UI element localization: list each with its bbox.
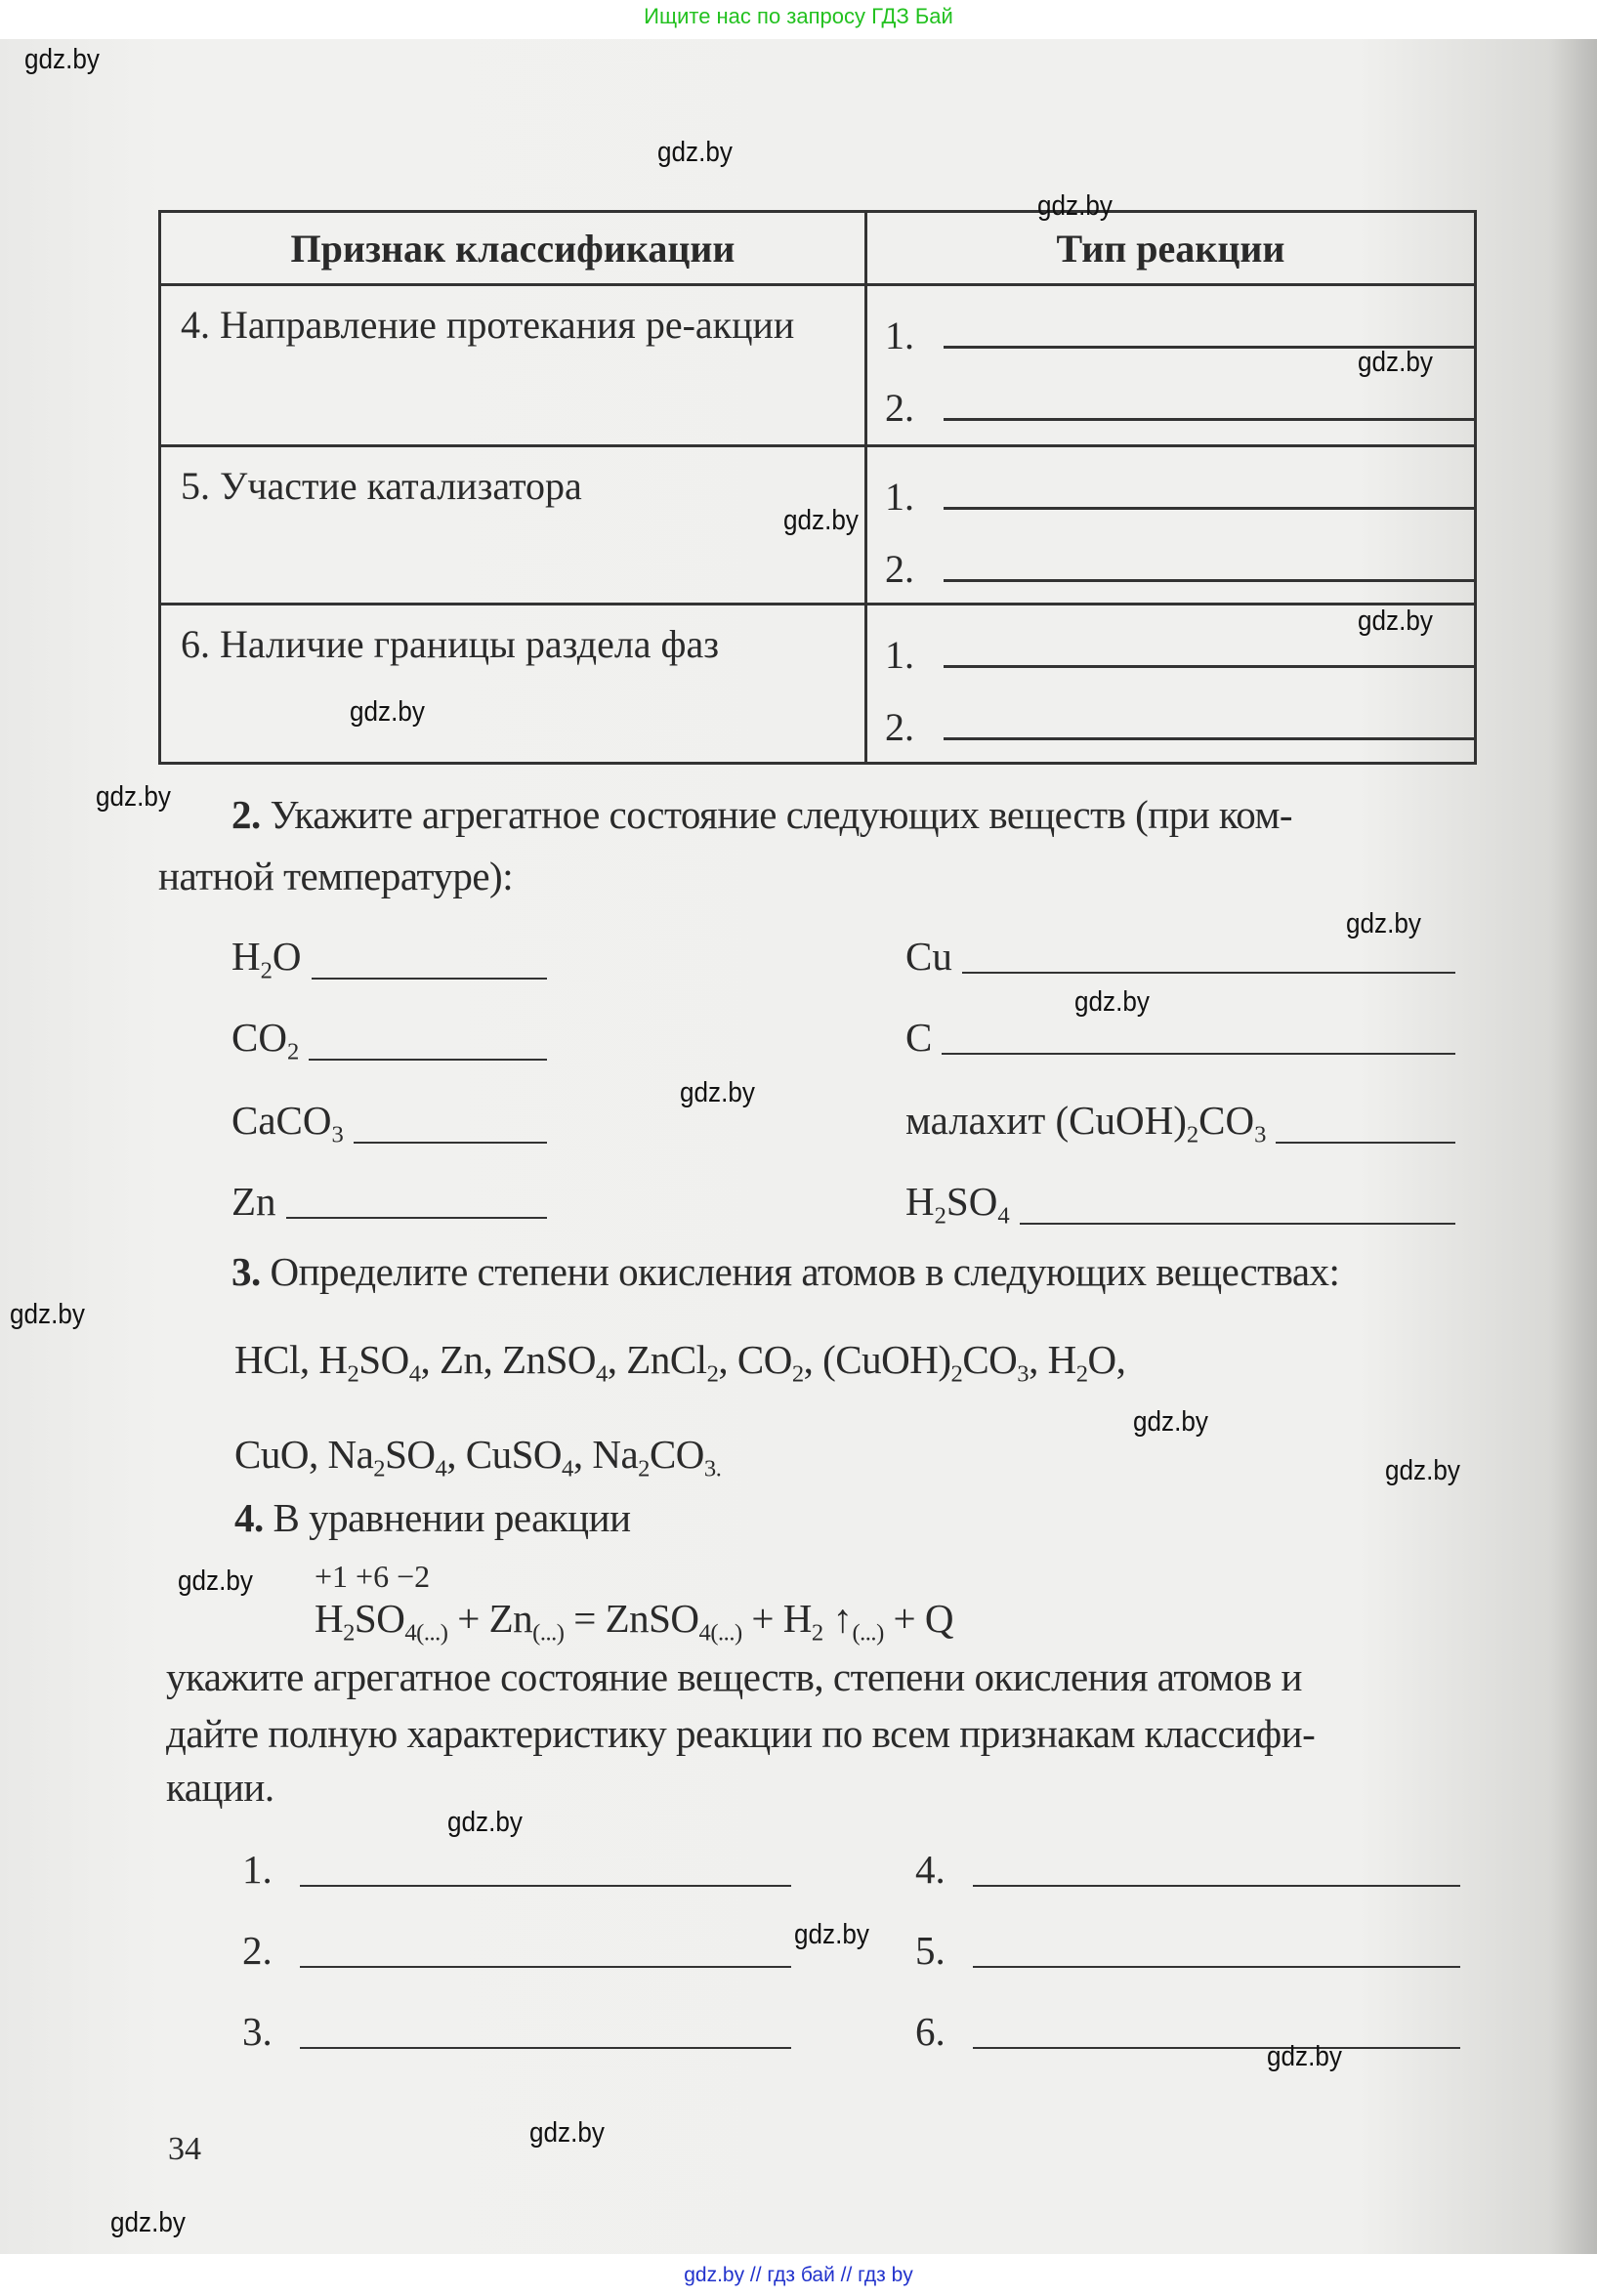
- watermark: gdz.by: [783, 505, 859, 536]
- substance-formula: [231, 1178, 276, 1225]
- watermark: gdz.by: [1358, 347, 1433, 378]
- answer-line[interactable]: [300, 2047, 791, 2049]
- substance-answer-row[interactable]: [905, 1178, 1455, 1231]
- subscript: 3.: [703, 1455, 722, 1482]
- substance-formula: [231, 933, 302, 985]
- q4-number: 4.: [234, 1495, 264, 1540]
- q2-heading: [231, 791, 1292, 838]
- substance-formula: [905, 1097, 1266, 1149]
- watermark: gdz.by: [794, 1919, 869, 1950]
- subscript: 2: [260, 957, 273, 984]
- formula-text: + Zn: [447, 1596, 533, 1641]
- formula-text: , CuSO: [446, 1432, 563, 1477]
- answer-blank[interactable]: [867, 678, 1474, 750]
- answer-line[interactable]: [962, 972, 1455, 974]
- watermark: gdz.by: [680, 1077, 755, 1108]
- q4-heading: [234, 1494, 631, 1541]
- item-number: 2.: [885, 386, 914, 430]
- q4-task-1: укажите агрегатное состояние веществ, степени окисления атомов и: [166, 1654, 1302, 1699]
- watermark: gdz.by: [350, 696, 425, 728]
- substance-formula: [231, 1014, 299, 1066]
- subscript: 2: [934, 1202, 946, 1230]
- answer-line[interactable]: [973, 1966, 1460, 1968]
- q4-task-3: кации.: [166, 1765, 274, 1810]
- answer-number: 1.: [242, 1847, 273, 1892]
- substance-answer-row[interactable]: [231, 1097, 547, 1149]
- subscript: 4: [408, 1360, 421, 1388]
- subscript: 3: [1017, 1360, 1030, 1388]
- formula-text: HCl, H: [234, 1337, 348, 1382]
- subscript: 4: [997, 1202, 1010, 1230]
- formula-text: SO: [946, 1179, 998, 1224]
- watermark: gdz.by: [1346, 908, 1421, 939]
- formula-text: , CO: [718, 1337, 792, 1382]
- answer-number: 4.: [915, 1847, 946, 1892]
- formula-text: Zn: [231, 1179, 276, 1224]
- answer-line[interactable]: [1020, 1223, 1455, 1225]
- watermark: gdz.by: [110, 2207, 186, 2238]
- subscript: 2: [286, 1038, 300, 1065]
- substance-formula: [905, 1014, 932, 1061]
- answer-number: 2.: [242, 1928, 273, 1973]
- item-number: 2.: [885, 547, 914, 591]
- row-label: 5. Участие катализатора: [160, 446, 866, 605]
- answer-line[interactable]: [973, 2047, 1460, 2049]
- row-label: 6. Наличие границы раздела фаз: [160, 605, 866, 764]
- watermark: gdz.by: [1385, 1455, 1460, 1486]
- formula-text: H: [315, 1596, 344, 1641]
- watermark: gdz.by: [529, 2117, 605, 2149]
- answer-line[interactable]: [300, 1885, 791, 1887]
- answer-line[interactable]: [300, 1966, 791, 1968]
- subscript: (...): [852, 1619, 884, 1647]
- subscript: 2: [347, 1360, 359, 1388]
- answer-number: 5.: [915, 1928, 946, 1973]
- formula-text: , H: [1029, 1337, 1076, 1382]
- header-criterion: Признак классификации: [160, 212, 866, 285]
- subscript: 2: [706, 1360, 719, 1388]
- subscript: 4(...): [698, 1619, 742, 1647]
- item-number: 1.: [885, 313, 914, 357]
- watermark: gdz.by: [96, 781, 171, 813]
- formula-text: , Zn, ZnSO: [420, 1337, 596, 1382]
- watermark: gdz.by: [1037, 190, 1113, 222]
- answer-blank[interactable]: [867, 520, 1474, 592]
- answer-blank[interactable]: [867, 447, 1474, 520]
- substance-answer-row[interactable]: [231, 933, 547, 985]
- subscript: 2: [1075, 1360, 1088, 1388]
- formula-text: , (CuOH): [803, 1337, 951, 1382]
- q3-text: Определите степени окисления атомов в следующих веществах:: [260, 1249, 1340, 1294]
- formula-text: Cu: [905, 934, 952, 979]
- q4-text: В уравнении реакции: [263, 1495, 631, 1540]
- item-number: 2.: [885, 705, 914, 749]
- watermark: gdz.by: [24, 44, 100, 75]
- substance-answer-row[interactable]: [905, 1014, 1455, 1061]
- watermark: gdz.by: [447, 1807, 523, 1838]
- q2-text-cont: натной температуре):: [158, 854, 514, 898]
- formula-text: малахит (CuOH): [905, 1098, 1187, 1143]
- subscript: 4: [562, 1455, 573, 1482]
- formula-text: CuO, Na: [234, 1432, 374, 1477]
- substance-formula: [905, 933, 952, 980]
- formula-text: ↑: [822, 1596, 853, 1641]
- formula-text: CO: [1198, 1098, 1255, 1143]
- q3-heading: [231, 1248, 1339, 1295]
- subscript: 3: [331, 1121, 344, 1148]
- watermark: gdz.by: [1267, 2041, 1342, 2072]
- answer-number: 3.: [242, 2009, 273, 2054]
- subscript: 2: [1186, 1121, 1199, 1148]
- answer-line[interactable]: [354, 1142, 547, 1144]
- formula-text: O: [272, 934, 302, 979]
- formula-text: SO: [385, 1432, 436, 1477]
- subscript: 4: [435, 1455, 447, 1482]
- formula-text: + H: [741, 1596, 812, 1641]
- q3-formulas-1: [234, 1336, 1125, 1389]
- footer-links[interactable]: gdz.by // гдз бай // гдз by: [684, 2264, 913, 2286]
- watermark: gdz.by: [1358, 605, 1433, 637]
- answer-blank[interactable]: [915, 1927, 1460, 1974]
- substance-formula: [905, 1178, 1010, 1231]
- substance-answer-row[interactable]: [231, 1014, 547, 1066]
- watermark: gdz.by: [1074, 986, 1150, 1018]
- q2-text: Укажите агрегатное состояние следующих веществ (при ком-: [260, 792, 1293, 837]
- watermark: gdz.by: [10, 1299, 85, 1330]
- formula-text: CO: [962, 1337, 1018, 1382]
- answer-line[interactable]: [973, 1885, 1460, 1887]
- watermark: gdz.by: [178, 1565, 253, 1597]
- answer-line[interactable]: [942, 1053, 1455, 1055]
- subscript: 3: [1254, 1121, 1267, 1148]
- watermark: gdz.by: [1133, 1406, 1208, 1438]
- answer-number: 6.: [915, 2009, 946, 2054]
- formula-text: SO: [354, 1596, 405, 1641]
- item-number: 1.: [885, 475, 914, 519]
- subscript: 2: [791, 1360, 804, 1388]
- answer-line[interactable]: [312, 978, 547, 980]
- subscript: 2: [811, 1619, 823, 1647]
- formula-text: SO: [358, 1337, 409, 1382]
- answer-blank[interactable]: [242, 1927, 791, 1974]
- formula-text: CaCO: [231, 1098, 332, 1143]
- q4-task-2: дайте полную характеристику реакции по всем признакам классифи-: [166, 1711, 1316, 1756]
- search-banner[interactable]: Ищите нас по запросу ГДЗ Бай: [644, 4, 953, 28]
- subscript: 4(...): [404, 1619, 448, 1647]
- substance-answer-row[interactable]: [905, 1097, 1455, 1149]
- oxidation-states: +1 +6 −2: [315, 1559, 431, 1594]
- q2-number: 2.: [231, 792, 261, 837]
- subscript: 2: [343, 1619, 355, 1647]
- formula-text: O,: [1087, 1337, 1126, 1382]
- substance-answer-row[interactable]: [231, 1178, 547, 1225]
- classification-table: [158, 210, 1477, 765]
- reaction-equation: [315, 1595, 953, 1648]
- watermark: gdz.by: [657, 137, 733, 168]
- answer-line[interactable]: [309, 1059, 547, 1061]
- formula-text: H: [905, 1179, 935, 1224]
- subscript: 2: [950, 1360, 963, 1388]
- answer-blank[interactable]: [242, 1846, 791, 1893]
- formula-text: , Na: [572, 1432, 639, 1477]
- substance-formula: [231, 1097, 344, 1149]
- row-label: 4. Направление протекания ре-акции: [160, 285, 866, 446]
- answer-blank[interactable]: [915, 2008, 1460, 2055]
- subscript: 4: [595, 1360, 608, 1388]
- formula-text: CO: [649, 1432, 704, 1477]
- item-number: 1.: [885, 633, 914, 677]
- answer-blank[interactable]: [915, 1846, 1460, 1893]
- formula-text: H: [231, 934, 261, 979]
- subscript: 2: [373, 1455, 386, 1482]
- formula-text: , ZnCl: [607, 1337, 707, 1382]
- header-type: Тип реакции: [866, 212, 1476, 285]
- page-number: 34: [168, 2131, 201, 2167]
- q3-number: 3.: [231, 1249, 261, 1294]
- formula-text: + Q: [883, 1596, 953, 1641]
- subscript: (...): [532, 1619, 565, 1647]
- formula-text: = ZnSO: [564, 1596, 699, 1641]
- q3-formulas-2: [234, 1431, 721, 1483]
- answer-blank[interactable]: [242, 2008, 791, 2055]
- subscript: 2: [638, 1455, 650, 1482]
- formula-text: CO: [231, 1015, 287, 1060]
- answer-line[interactable]: [286, 1217, 547, 1219]
- answer-line[interactable]: [1276, 1142, 1455, 1144]
- formula-text: C: [905, 1015, 933, 1060]
